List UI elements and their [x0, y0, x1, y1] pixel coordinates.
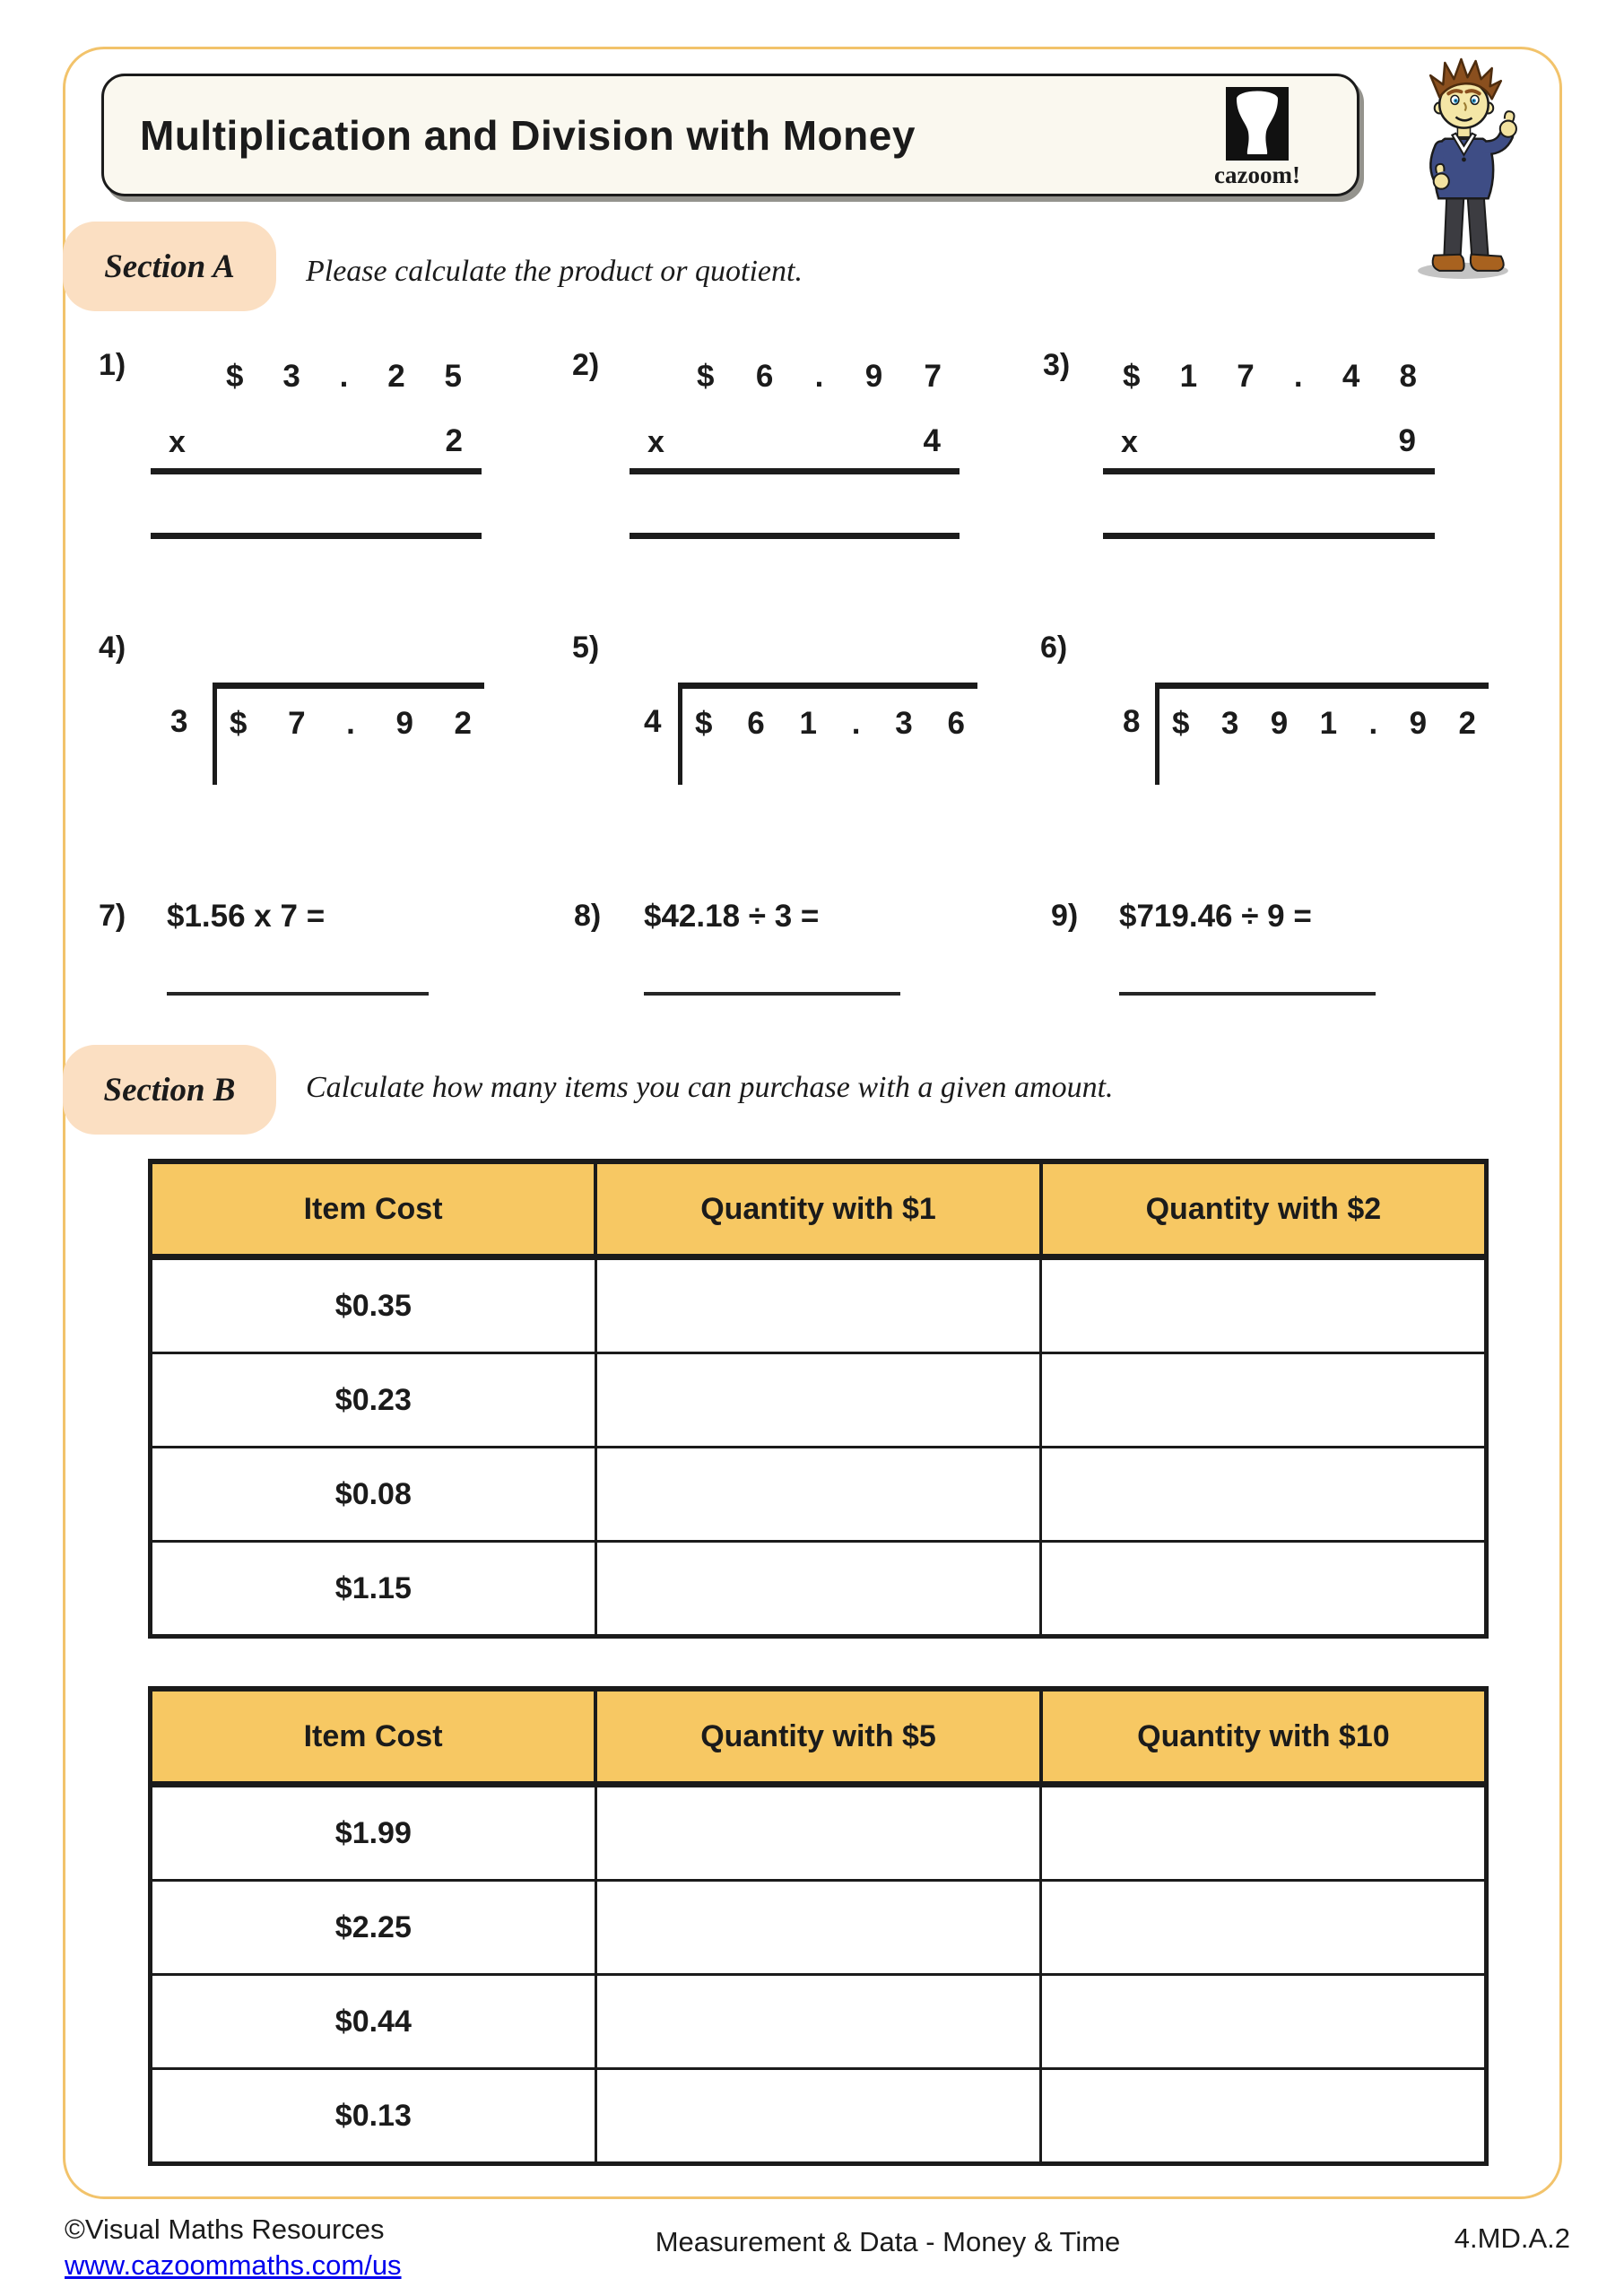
divisor: 4 [644, 704, 662, 739]
answer-line [151, 533, 482, 539]
standard-code: 4.MD.A.2 [1454, 2222, 1570, 2254]
answer-cell [595, 2069, 1041, 2164]
section-b-label: Section B [63, 1045, 276, 1135]
website-link[interactable]: www.cazoommaths.com/us [65, 2249, 402, 2281]
section-a-label: Section A [63, 222, 276, 311]
table-row [151, 1975, 1487, 2069]
division-bracket [678, 683, 977, 785]
inline-problem [574, 899, 900, 999]
money-value: $ 6 . 9 7 [697, 359, 942, 394]
dividend: $ 7 . 9 2 [230, 706, 472, 741]
answer-cell [1041, 1975, 1487, 2069]
section-a-instruction: Please calculate the product or quotient. [306, 255, 803, 288]
footer-topic: Measurement & Data - Money & Time [655, 2226, 1121, 2257]
multiply-operator: x [169, 425, 186, 459]
answer-line [1103, 533, 1435, 539]
division-problem [572, 631, 1029, 796]
problem-number: 1) [99, 348, 126, 382]
answer-cell [1041, 1881, 1487, 1975]
answer-line [1103, 468, 1435, 474]
division-bracket [1155, 683, 1489, 785]
problem-number: 9) [1051, 899, 1079, 933]
page-title: Multiplication and Division with Money [140, 111, 916, 159]
item-cost-cell: $0.35 [151, 1257, 596, 1353]
answer-cell [1041, 1448, 1487, 1542]
title-box [101, 74, 1359, 196]
answer-cell [595, 1542, 1041, 1637]
multiply-operator: x [647, 425, 664, 459]
divisor: 3 [170, 704, 188, 739]
mascot-boy-illustration [1406, 57, 1530, 283]
problem-number: 4) [99, 631, 126, 665]
table-row [151, 1785, 1487, 1881]
answer-cell [1041, 2069, 1487, 2164]
multiplication-problem [572, 348, 960, 545]
table-header-cell: Quantity with $10 [1041, 1689, 1487, 1785]
answer-line [630, 468, 960, 474]
problem-number: 2) [572, 348, 600, 382]
answer-cell [595, 1881, 1041, 1975]
section-b-instruction: Calculate how many items you can purchase with a given amount. [306, 1071, 1114, 1104]
problem-number: 7) [99, 899, 126, 933]
table-header-cell: Item Cost [151, 1689, 596, 1785]
table-header-cell: Quantity with $1 [595, 1161, 1041, 1257]
table-row [151, 1353, 1487, 1448]
purchase-table-1 [148, 1159, 1489, 1639]
division-problem [1040, 631, 1508, 796]
answer-cell [1041, 1542, 1487, 1637]
multiplier-digit: 4 [923, 423, 941, 458]
inline-problem [99, 899, 429, 999]
answer-cell [595, 1353, 1041, 1448]
item-cost-cell: $0.44 [151, 1975, 596, 2069]
answer-line [151, 468, 482, 474]
footer-left [65, 2212, 402, 2283]
multiplier-digit: 9 [1398, 423, 1416, 458]
answer-line [1119, 992, 1376, 996]
table-row [151, 2069, 1487, 2164]
djembe-drum-icon [1226, 87, 1289, 161]
table-header-cell: Quantity with $2 [1041, 1161, 1487, 1257]
answer-cell [595, 1257, 1041, 1353]
problem-number: 8) [574, 899, 602, 933]
table-row [151, 1257, 1487, 1353]
answer-cell [1041, 1353, 1487, 1448]
table-row [151, 1881, 1487, 1975]
expression: $719.46 ÷ 9 = [1119, 899, 1312, 934]
cazoom-logo [1181, 87, 1333, 189]
cazoom-logo-text: cazoom! [1214, 161, 1300, 188]
answer-cell [595, 1785, 1041, 1881]
copyright-text: ©Visual Maths Resources [65, 2213, 385, 2245]
multiplication-problem [1043, 348, 1435, 545]
division-bracket [213, 683, 484, 785]
division-problem [99, 631, 556, 796]
problem-number: 3) [1043, 348, 1071, 382]
table-row [151, 1448, 1487, 1542]
dividend: $ 6 1 . 3 6 [695, 706, 965, 741]
problem-number: 5) [572, 631, 600, 665]
expression: $1.56 x 7 = [167, 899, 326, 934]
multiplier-digit: 2 [445, 423, 463, 458]
problem-number: 6) [1040, 631, 1068, 665]
item-cost-cell: $2.25 [151, 1881, 596, 1975]
table-row [151, 1542, 1487, 1637]
money-value: $ 1 7 . 4 8 [1123, 359, 1417, 394]
answer-line [644, 992, 900, 996]
item-cost-cell: $0.13 [151, 2069, 596, 2164]
dividend: $ 3 9 1 . 9 2 [1172, 706, 1476, 741]
answer-cell [595, 1975, 1041, 2069]
purchase-table-2 [148, 1686, 1489, 2166]
table-header-cell: Item Cost [151, 1161, 596, 1257]
answer-line [167, 992, 429, 996]
answer-line [630, 533, 960, 539]
money-value: $ 3 . 2 5 [226, 359, 462, 394]
multiplication-problem [99, 348, 482, 545]
answer-cell [1041, 1785, 1487, 1881]
item-cost-cell: $1.99 [151, 1785, 596, 1881]
item-cost-cell: $0.23 [151, 1353, 596, 1448]
expression: $42.18 ÷ 3 = [644, 899, 820, 934]
divisor: 8 [1123, 704, 1141, 739]
answer-cell [1041, 1257, 1487, 1353]
inline-problem [1051, 899, 1376, 999]
table-header-cell: Quantity with $5 [595, 1689, 1041, 1785]
item-cost-cell: $1.15 [151, 1542, 596, 1637]
multiply-operator: x [1121, 425, 1138, 459]
item-cost-cell: $0.08 [151, 1448, 596, 1542]
answer-cell [595, 1448, 1041, 1542]
